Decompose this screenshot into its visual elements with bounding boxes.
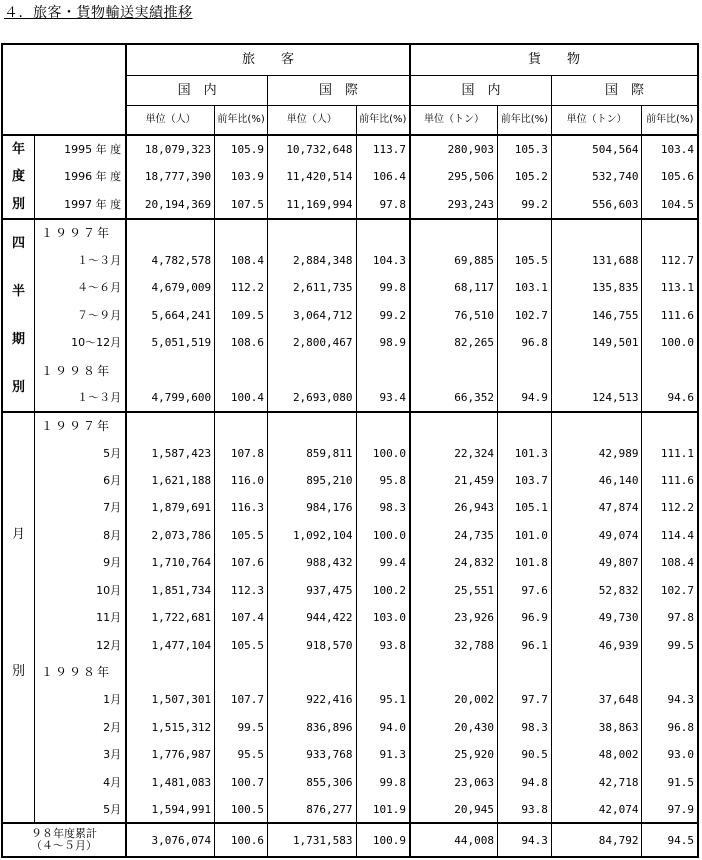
year-label: １９９７年 — [35, 219, 127, 247]
passenger-international-yoy-total-cell: 100.9 — [356, 823, 410, 857]
cargo-international-cell: 49,730 — [551, 604, 642, 631]
cargo-domestic-cell: 24,832 — [410, 549, 498, 576]
blank-cell — [410, 357, 498, 385]
total-label — [2, 823, 126, 857]
annual-group-char: 度 — [12, 169, 26, 185]
blank-cell — [497, 357, 551, 385]
row-label: ７～９月 — [35, 302, 127, 330]
passenger-international-yoy-cell: 99.4 — [356, 549, 410, 576]
annual-group-label — [2, 135, 35, 219]
blank-cell — [215, 412, 268, 439]
quarterly-group-char: 別 — [12, 379, 26, 395]
passenger-domestic-cell: 1,851,734 — [126, 577, 215, 604]
row-label: 1995 年 度 — [35, 135, 127, 163]
cargo-domestic-yoy-cell: 96.1 — [497, 631, 551, 658]
passenger-header: 旅 客 — [126, 44, 410, 75]
passenger-international-yoy-cell: 93.4 — [356, 384, 410, 412]
passenger-domestic-cell: 4,679,009 — [126, 274, 215, 302]
cargo-domestic-yoy-cell: 103.7 — [497, 467, 551, 494]
passenger-domestic-cell: 1,507,301 — [126, 686, 215, 713]
blank-cell — [356, 659, 410, 686]
cargo-international-yoy-cell: 111.6 — [642, 467, 698, 494]
passenger-international-header: 国 際 — [268, 75, 410, 105]
passenger-domestic-cell: 1,481,083 — [126, 768, 215, 795]
blank-cell — [215, 659, 268, 686]
cargo-international-cell: 146,755 — [551, 302, 642, 330]
passenger-domestic-yoy-cell: 105.5 — [215, 522, 268, 549]
yoy-header: 前年比(%) — [642, 105, 698, 135]
table-row — [2, 329, 698, 357]
passenger-domestic-yoy-cell: 100.7 — [215, 768, 268, 795]
monthly-group-label — [2, 412, 35, 824]
cargo-domestic-yoy-cell: 102.7 — [497, 302, 551, 330]
cargo-international-yoy-cell: 113.1 — [642, 274, 698, 302]
passenger-domestic-cell: 1,776,987 — [126, 741, 215, 768]
blank-cell — [268, 659, 357, 686]
passenger-domestic-cell: 1,710,764 — [126, 549, 215, 576]
cargo-domestic-cell: 22,324 — [410, 439, 498, 466]
passenger-domestic-yoy-cell: 116.0 — [215, 467, 268, 494]
table-row — [2, 768, 698, 795]
cargo-international-cell: 47,874 — [551, 494, 642, 521]
cargo-domestic-yoy-cell: 93.8 — [497, 796, 551, 824]
blank-cell — [126, 659, 215, 686]
passenger-international-cell: 11,169,994 — [268, 191, 357, 219]
cargo-domestic-cell: 32,788 — [410, 631, 498, 658]
passenger-domestic-yoy-cell: 107.4 — [215, 604, 268, 631]
row-label: 2月 — [35, 714, 127, 741]
passenger-international-yoy-cell: 95.8 — [356, 467, 410, 494]
passenger-international-yoy-cell: 113.7 — [356, 135, 410, 163]
cargo-domestic-cell: 295,506 — [410, 163, 498, 191]
cargo-domestic-cell: 21,459 — [410, 467, 498, 494]
cargo-domestic-cell: 23,926 — [410, 604, 498, 631]
passenger-domestic-cell: 4,799,600 — [126, 384, 215, 412]
unit-ton-header: 単位（トン） — [410, 105, 498, 135]
passenger-international-yoy-cell: 97.8 — [356, 191, 410, 219]
passenger-domestic-header: 国 内 — [126, 75, 267, 105]
passenger-international-yoy-cell: 100.0 — [356, 439, 410, 466]
passenger-international-cell: 3,064,712 — [268, 302, 357, 330]
cargo-domestic-cell: 69,885 — [410, 246, 498, 274]
cargo-international-cell: 504,564 — [551, 135, 642, 163]
cargo-international-yoy-cell: 114.4 — [642, 522, 698, 549]
passenger-domestic-cell: 20,194,369 — [126, 191, 215, 219]
passenger-domestic-cell: 1,515,312 — [126, 714, 215, 741]
row-label: 9月 — [35, 549, 127, 576]
passenger-domestic-cell: 1,722,681 — [126, 604, 215, 631]
blank-cell — [551, 357, 642, 385]
annual-group-char: 年 — [12, 142, 26, 158]
passenger-international-yoy-cell: 106.4 — [356, 163, 410, 191]
table-row — [2, 274, 698, 302]
total-label-line: ９８年度累計 — [31, 827, 98, 841]
blank-cell — [268, 219, 357, 247]
blank-cell — [497, 659, 551, 686]
passenger-international-cell: 2,800,467 — [268, 329, 357, 357]
table-row — [2, 577, 698, 604]
cargo-international-yoy-cell: 108.4 — [642, 549, 698, 576]
row-label: 1月 — [35, 686, 127, 713]
passenger-domestic-yoy-cell: 108.4 — [215, 246, 268, 274]
table-row — [2, 412, 698, 439]
cargo-international-yoy-cell: 94.3 — [642, 686, 698, 713]
table-row — [2, 741, 698, 768]
passenger-domestic-cell: 1,879,691 — [126, 494, 215, 521]
passenger-domestic-cell: 5,664,241 — [126, 302, 215, 330]
monthly-group-char: 別 — [12, 663, 26, 679]
passenger-domestic-yoy-cell: 116.3 — [215, 494, 268, 521]
page-title: ４．旅客・貨物輸送実績推移 — [4, 5, 193, 21]
cargo-international-yoy-cell: 105.6 — [642, 163, 698, 191]
cargo-international-yoy-cell: 104.5 — [642, 191, 698, 219]
cargo-domestic-yoy-cell: 94.8 — [497, 768, 551, 795]
passenger-domestic-yoy-cell: 103.9 — [215, 163, 268, 191]
cargo-international-yoy-cell: 112.7 — [642, 246, 698, 274]
cargo-international-total-cell: 84,792 — [551, 823, 642, 857]
quarterly-group-char: 四 — [12, 236, 26, 252]
row-label: 6月 — [35, 467, 127, 494]
passenger-international-cell: 944,422 — [268, 604, 357, 631]
cargo-international-cell: 46,140 — [551, 467, 642, 494]
passenger-international-yoy-cell: 99.8 — [356, 274, 410, 302]
cargo-domestic-yoy-cell: 97.7 — [497, 686, 551, 713]
row-label: ４～６月 — [35, 274, 127, 302]
cargo-international-yoy-cell: 111.6 — [642, 302, 698, 330]
cargo-domestic-yoy-cell: 99.2 — [497, 191, 551, 219]
passenger-domestic-cell: 1,621,188 — [126, 467, 215, 494]
yoy-header: 前年比(%) — [356, 105, 410, 135]
passenger-international-cell: 984,176 — [268, 494, 357, 521]
table-row — [2, 714, 698, 741]
blank-cell — [356, 412, 410, 439]
passenger-international-yoy-cell: 91.3 — [356, 741, 410, 768]
table-row — [2, 135, 698, 163]
passenger-international-cell: 859,811 — [268, 439, 357, 466]
passenger-domestic-yoy-cell: 112.2 — [215, 274, 268, 302]
cargo-international-cell: 42,989 — [551, 439, 642, 466]
passenger-domestic-yoy-cell: 95.5 — [215, 741, 268, 768]
passenger-international-yoy-cell: 100.2 — [356, 577, 410, 604]
yoy-header: 前年比(%) — [497, 105, 551, 135]
passenger-international-yoy-cell: 98.3 — [356, 494, 410, 521]
cargo-domestic-yoy-cell: 101.3 — [497, 439, 551, 466]
passenger-international-cell: 2,884,348 — [268, 246, 357, 274]
cargo-domestic-cell: 20,430 — [410, 714, 498, 741]
table-row — [2, 494, 698, 521]
cargo-international-cell: 49,074 — [551, 522, 642, 549]
cargo-domestic-yoy-cell: 105.1 — [497, 494, 551, 521]
cargo-international-cell: 124,513 — [551, 384, 642, 412]
blank-cell — [642, 412, 698, 439]
table-row — [2, 467, 698, 494]
row-label: 11月 — [35, 604, 127, 631]
row-label: 3月 — [35, 741, 127, 768]
blank-cell — [551, 412, 642, 439]
cargo-international-cell: 37,648 — [551, 686, 642, 713]
blank-cell — [410, 412, 498, 439]
passenger-international-cell: 937,475 — [268, 577, 357, 604]
table-row — [2, 686, 698, 713]
table-row — [2, 384, 698, 412]
year-label: １９９７年 — [35, 412, 127, 439]
passenger-domestic-yoy-cell: 107.7 — [215, 686, 268, 713]
cargo-international-yoy-cell: 91.5 — [642, 768, 698, 795]
cargo-international-yoy-cell: 112.2 — [642, 494, 698, 521]
blank-cell — [215, 219, 268, 247]
cargo-header: 貨 物 — [410, 44, 698, 75]
cargo-domestic-yoy-cell: 105.2 — [497, 163, 551, 191]
table-row — [2, 823, 698, 857]
cargo-domestic-yoy-cell: 105.3 — [497, 135, 551, 163]
cargo-international-yoy-cell: 94.6 — [642, 384, 698, 412]
blank-cell — [551, 659, 642, 686]
row-label: 8月 — [35, 522, 127, 549]
cargo-international-cell: 48,002 — [551, 741, 642, 768]
passenger-international-yoy-cell: 93.8 — [356, 631, 410, 658]
row-label: 10～12月 — [35, 329, 127, 357]
cargo-domestic-yoy-cell: 94.9 — [497, 384, 551, 412]
passenger-international-yoy-cell: 95.1 — [356, 686, 410, 713]
monthly-group-char: 月 — [12, 527, 26, 543]
passenger-domestic-cell: 5,051,519 — [126, 329, 215, 357]
blank-cell — [410, 659, 498, 686]
blank-cell — [642, 357, 698, 385]
passenger-domestic-yoy-cell: 109.5 — [215, 302, 268, 330]
table-row — [2, 796, 698, 824]
row-label: 1996 年 度 — [35, 163, 127, 191]
cargo-international-yoy-cell: 111.1 — [642, 439, 698, 466]
passenger-international-cell: 922,416 — [268, 686, 357, 713]
blank-cell — [126, 219, 215, 247]
cargo-domestic-cell: 26,943 — [410, 494, 498, 521]
passenger-international-yoy-cell: 94.0 — [356, 714, 410, 741]
row-label: １～３月 — [35, 246, 127, 274]
passenger-international-cell: 933,768 — [268, 741, 357, 768]
row-label: １～３月 — [35, 384, 127, 412]
cargo-international-cell: 42,718 — [551, 768, 642, 795]
cargo-domestic-cell: 293,243 — [410, 191, 498, 219]
passenger-international-cell: 918,570 — [268, 631, 357, 658]
cargo-domestic-cell: 280,903 — [410, 135, 498, 163]
blank-cell — [268, 412, 357, 439]
table-row — [2, 522, 698, 549]
table-row — [2, 439, 698, 466]
cargo-international-cell: 556,603 — [551, 191, 642, 219]
table-row — [2, 357, 698, 385]
quarterly-group-char: 半 — [12, 284, 26, 300]
cargo-international-yoy-cell: 99.5 — [642, 631, 698, 658]
table-row — [2, 549, 698, 576]
blank-cell — [497, 219, 551, 247]
cargo-domestic-yoy-cell: 98.3 — [497, 714, 551, 741]
cargo-domestic-cell: 24,735 — [410, 522, 498, 549]
row-label: 5月 — [35, 439, 127, 466]
cargo-international-cell: 46,939 — [551, 631, 642, 658]
cargo-international-cell: 52,832 — [551, 577, 642, 604]
cargo-domestic-yoy-cell: 101.0 — [497, 522, 551, 549]
cargo-domestic-cell: 66,352 — [410, 384, 498, 412]
blank-cell — [356, 219, 410, 247]
passenger-international-cell: 876,277 — [268, 796, 357, 824]
cargo-international-yoy-cell: 103.4 — [642, 135, 698, 163]
passenger-domestic-cell: 18,079,323 — [126, 135, 215, 163]
transport-table — [1, 43, 699, 858]
passenger-international-cell: 1,092,104 — [268, 522, 357, 549]
cargo-domestic-yoy-cell: 103.1 — [497, 274, 551, 302]
blank-cell — [551, 219, 642, 247]
cargo-domestic-cell: 76,510 — [410, 302, 498, 330]
cargo-international-yoy-cell: 100.0 — [642, 329, 698, 357]
passenger-domestic-yoy-cell: 100.4 — [215, 384, 268, 412]
cargo-domestic-header: 国 内 — [410, 75, 551, 105]
passenger-domestic-cell: 2,073,786 — [126, 522, 215, 549]
passenger-international-cell: 855,306 — [268, 768, 357, 795]
passenger-international-yoy-cell: 99.8 — [356, 768, 410, 795]
annual-group-char: 別 — [12, 196, 26, 212]
cargo-domestic-yoy-cell: 90.5 — [497, 741, 551, 768]
table-row — [2, 631, 698, 658]
year-label: １９９８年 — [35, 357, 127, 385]
passenger-domestic-yoy-cell: 108.6 — [215, 329, 268, 357]
passenger-domestic-cell: 4,782,578 — [126, 246, 215, 274]
blank-cell — [410, 219, 498, 247]
passenger-domestic-cell: 1,477,104 — [126, 631, 215, 658]
blank-cell — [126, 357, 215, 385]
cargo-international-yoy-total-cell: 94.5 — [642, 823, 698, 857]
row-label: 10月 — [35, 577, 127, 604]
cargo-domestic-yoy-total-cell: 94.3 — [497, 823, 551, 857]
passenger-international-cell: 2,611,735 — [268, 274, 357, 302]
passenger-international-yoy-cell: 104.3 — [356, 246, 410, 274]
passenger-international-cell: 988,432 — [268, 549, 357, 576]
quarterly-group-label — [2, 219, 35, 412]
cargo-domestic-cell: 82,265 — [410, 329, 498, 357]
table-row — [2, 191, 698, 219]
blank-cell — [356, 357, 410, 385]
table-row — [2, 302, 698, 330]
cargo-international-yoy-cell: 97.8 — [642, 604, 698, 631]
cargo-domestic-yoy-cell: 97.6 — [497, 577, 551, 604]
passenger-international-cell: 895,210 — [268, 467, 357, 494]
blank-cell — [215, 357, 268, 385]
cargo-domestic-cell: 25,551 — [410, 577, 498, 604]
cargo-international-yoy-cell: 102.7 — [642, 577, 698, 604]
cargo-domestic-total-cell: 44,008 — [410, 823, 498, 857]
cargo-international-cell: 532,740 — [551, 163, 642, 191]
passenger-domestic-cell: 1,594,991 — [126, 796, 215, 824]
passenger-domestic-yoy-cell: 105.5 — [215, 631, 268, 658]
passenger-domestic-yoy-cell: 107.6 — [215, 549, 268, 576]
cargo-international-cell: 131,688 — [551, 246, 642, 274]
total-label-line: （４～５月） — [31, 839, 98, 853]
cargo-international-cell: 38,863 — [551, 714, 642, 741]
passenger-domestic-total-cell: 3,076,074 — [126, 823, 215, 857]
quarterly-group-char: 期 — [12, 331, 26, 347]
passenger-domestic-yoy-cell: 100.5 — [215, 796, 268, 824]
table-row — [2, 246, 698, 274]
cargo-international-cell: 135,835 — [551, 274, 642, 302]
cargo-international-header: 国 際 — [551, 75, 698, 105]
passenger-international-cell: 11,420,514 — [268, 163, 357, 191]
passenger-international-yoy-cell: 99.2 — [356, 302, 410, 330]
cargo-international-yoy-cell: 96.8 — [642, 714, 698, 741]
unit-person-header: 単位（人） — [126, 105, 215, 135]
blank-cell — [497, 412, 551, 439]
cargo-international-cell: 42,074 — [551, 796, 642, 824]
year-label: １９９８年 — [35, 659, 127, 686]
passenger-international-cell: 10,732,648 — [268, 135, 357, 163]
table-row — [2, 659, 698, 686]
table-row — [2, 604, 698, 631]
cargo-domestic-cell: 23,063 — [410, 768, 498, 795]
passenger-international-yoy-cell: 101.9 — [356, 796, 410, 824]
row-label: 4月 — [35, 768, 127, 795]
table-row — [2, 163, 698, 191]
cargo-domestic-yoy-cell: 101.8 — [497, 549, 551, 576]
unit-ton-header: 単位（トン） — [551, 105, 642, 135]
blank-cell — [642, 219, 698, 247]
cargo-domestic-cell: 68,117 — [410, 274, 498, 302]
row-label: 5月 — [35, 796, 127, 824]
blank-cell — [126, 412, 215, 439]
passenger-domestic-yoy-cell: 107.5 — [215, 191, 268, 219]
passenger-international-yoy-cell: 98.9 — [356, 329, 410, 357]
passenger-international-yoy-cell: 100.0 — [356, 522, 410, 549]
cargo-domestic-yoy-cell: 96.8 — [497, 329, 551, 357]
passenger-domestic-yoy-cell: 99.5 — [215, 714, 268, 741]
cargo-domestic-cell: 25,920 — [410, 741, 498, 768]
passenger-domestic-cell: 1,587,423 — [126, 439, 215, 466]
blank-cell — [642, 659, 698, 686]
passenger-domestic-cell: 18,777,390 — [126, 163, 215, 191]
cargo-domestic-cell: 20,002 — [410, 686, 498, 713]
passenger-domestic-yoy-cell: 112.3 — [215, 577, 268, 604]
yoy-header: 前年比(%) — [215, 105, 268, 135]
passenger-international-cell: 836,896 — [268, 714, 357, 741]
cargo-international-yoy-cell: 97.9 — [642, 796, 698, 824]
unit-person-header: 単位（人） — [268, 105, 357, 135]
row-label: 7月 — [35, 494, 127, 521]
row-label: 1997 年 度 — [35, 191, 127, 219]
cargo-domestic-yoy-cell: 96.9 — [497, 604, 551, 631]
passenger-international-total-cell: 1,731,583 — [268, 823, 357, 857]
passenger-international-yoy-cell: 103.0 — [356, 604, 410, 631]
passenger-international-cell: 2,693,080 — [268, 384, 357, 412]
cargo-domestic-yoy-cell: 105.5 — [497, 246, 551, 274]
passenger-domestic-yoy-total-cell: 100.6 — [215, 823, 268, 857]
passenger-domestic-yoy-cell: 107.8 — [215, 439, 268, 466]
cargo-international-cell: 49,807 — [551, 549, 642, 576]
passenger-domestic-yoy-cell: 105.9 — [215, 135, 268, 163]
cargo-international-cell: 149,501 — [551, 329, 642, 357]
row-label: 12月 — [35, 631, 127, 658]
table-row — [2, 219, 698, 247]
corner-cell — [2, 44, 126, 135]
cargo-international-yoy-cell: 93.0 — [642, 741, 698, 768]
cargo-domestic-cell: 20,945 — [410, 796, 498, 824]
blank-cell — [268, 357, 357, 385]
